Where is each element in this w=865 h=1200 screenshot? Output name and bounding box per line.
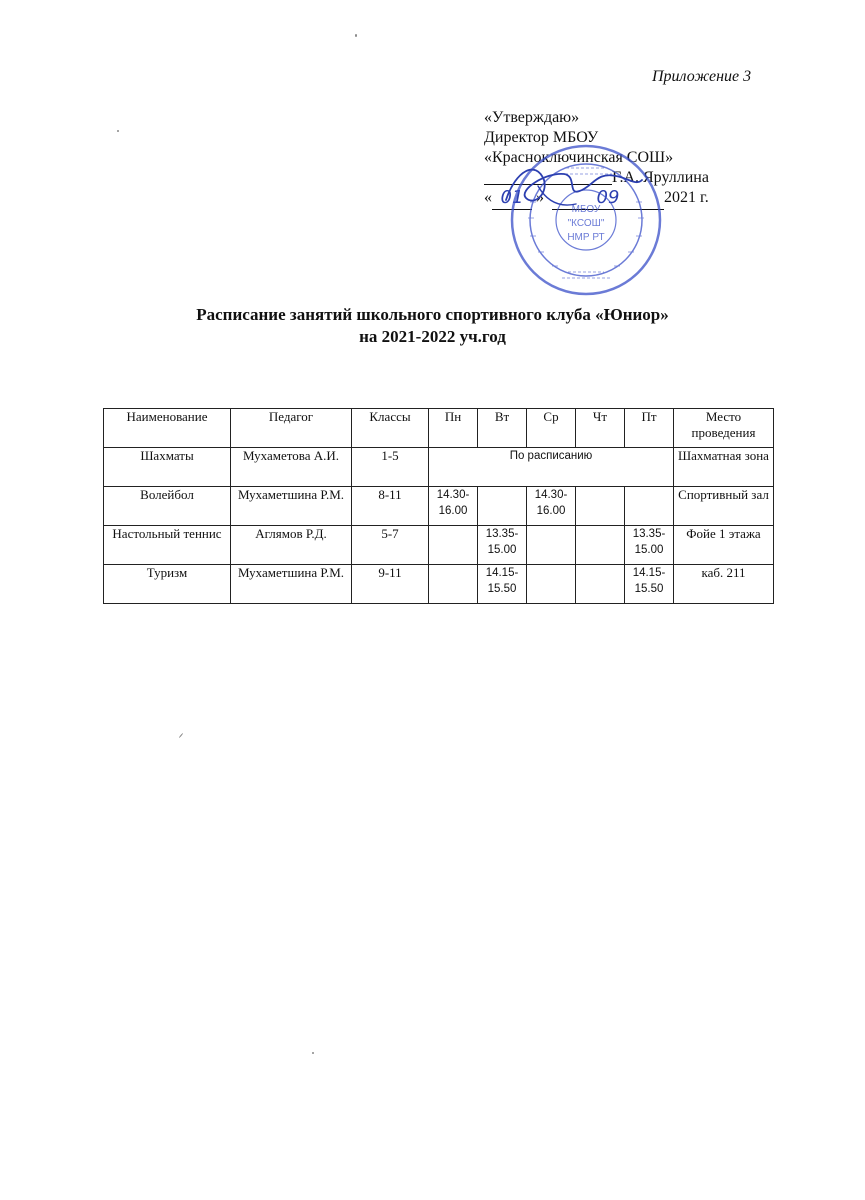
cell-name: Туризм bbox=[104, 565, 231, 604]
stamp-text-3: НМР РТ bbox=[567, 232, 605, 243]
header-teacher: Педагог bbox=[231, 409, 352, 448]
school-name: «Красноключинская СОШ» bbox=[484, 149, 674, 166]
title-line-1: Расписание занятий школьного спортивного клуба «Юниор» bbox=[196, 305, 669, 324]
cell-teacher: Мухаметшина Р.М. bbox=[231, 487, 352, 526]
cell-thu bbox=[576, 487, 625, 526]
cell-mon bbox=[429, 526, 478, 565]
cell-name: Волейбол bbox=[104, 487, 231, 526]
cell-fri: 13.35-15.00 bbox=[625, 526, 674, 565]
cell-classes: 5-7 bbox=[352, 526, 429, 565]
cell-teacher: Мухаметшина Р.М. bbox=[231, 565, 352, 604]
cell-tue bbox=[478, 487, 527, 526]
title-line-2: на 2021-2022 уч.год bbox=[359, 327, 506, 346]
cell-fri: 14.15-15.50 bbox=[625, 565, 674, 604]
header-thu: Чт bbox=[576, 409, 625, 448]
cell-place: Фойе 1 этажа bbox=[674, 526, 774, 565]
scan-speck bbox=[179, 733, 184, 738]
cell-name: Настольный теннис bbox=[104, 526, 231, 565]
header-tue: Вт bbox=[478, 409, 527, 448]
scan-speck bbox=[312, 1052, 314, 1054]
scan-speck bbox=[355, 34, 357, 37]
table-row bbox=[104, 487, 774, 526]
cell-teacher: Мухаметова А.И. bbox=[231, 448, 352, 487]
signer-name: Г.А. Яруллина bbox=[612, 169, 709, 186]
date-year: 2021 г. bbox=[664, 189, 709, 206]
cell-place: Шахматная зона bbox=[674, 448, 774, 487]
date-quote-close: » bbox=[536, 189, 544, 206]
cell-classes: 8-11 bbox=[352, 487, 429, 526]
cell-thu bbox=[576, 565, 625, 604]
cell-classes: 1-5 bbox=[352, 448, 429, 487]
cell-fri bbox=[625, 487, 674, 526]
table-row bbox=[104, 526, 774, 565]
cell-classes: 9-11 bbox=[352, 565, 429, 604]
cell-mon: 14.30-16.00 bbox=[429, 487, 478, 526]
table-row bbox=[104, 448, 774, 487]
cell-tue: 14.15-15.50 bbox=[478, 565, 527, 604]
cell-name: Шахматы bbox=[104, 448, 231, 487]
header-place: Место проведения bbox=[674, 409, 774, 448]
cell-wed bbox=[527, 565, 576, 604]
cell-schedule-note: По расписанию bbox=[429, 448, 674, 487]
date-month: 09 bbox=[552, 188, 664, 210]
director-signature bbox=[486, 150, 646, 220]
header-name: Наименование bbox=[104, 409, 231, 448]
header-wed: Ср bbox=[527, 409, 576, 448]
date-quote-open: « bbox=[484, 189, 492, 206]
header-classes: Классы bbox=[352, 409, 429, 448]
table-header-row bbox=[104, 409, 774, 448]
header-fri: Пт bbox=[625, 409, 674, 448]
table-row bbox=[104, 565, 774, 604]
cell-mon bbox=[429, 565, 478, 604]
cell-wed: 14.30-16.00 bbox=[527, 487, 576, 526]
schedule-table bbox=[103, 408, 774, 604]
cell-tue: 13.35-15.00 bbox=[478, 526, 527, 565]
document-title bbox=[0, 304, 865, 348]
stamp-text-1: МБОУ bbox=[571, 204, 601, 215]
header-mon: Пн bbox=[429, 409, 478, 448]
stamp-text-2: "КСОШ" bbox=[567, 218, 605, 229]
cell-place: Спортивный зал bbox=[674, 487, 774, 526]
director-title: Директор МБОУ bbox=[484, 129, 599, 146]
scan-speck bbox=[117, 130, 119, 132]
approval-heading: «Утверждаю» bbox=[484, 109, 580, 126]
cell-wed bbox=[527, 526, 576, 565]
appendix-label: Приложение 3 bbox=[652, 68, 752, 85]
cell-thu bbox=[576, 526, 625, 565]
cell-teacher: Аглямов Р.Д. bbox=[231, 526, 352, 565]
date-day: 01 bbox=[492, 188, 532, 210]
cell-place: каб. 211 bbox=[674, 565, 774, 604]
